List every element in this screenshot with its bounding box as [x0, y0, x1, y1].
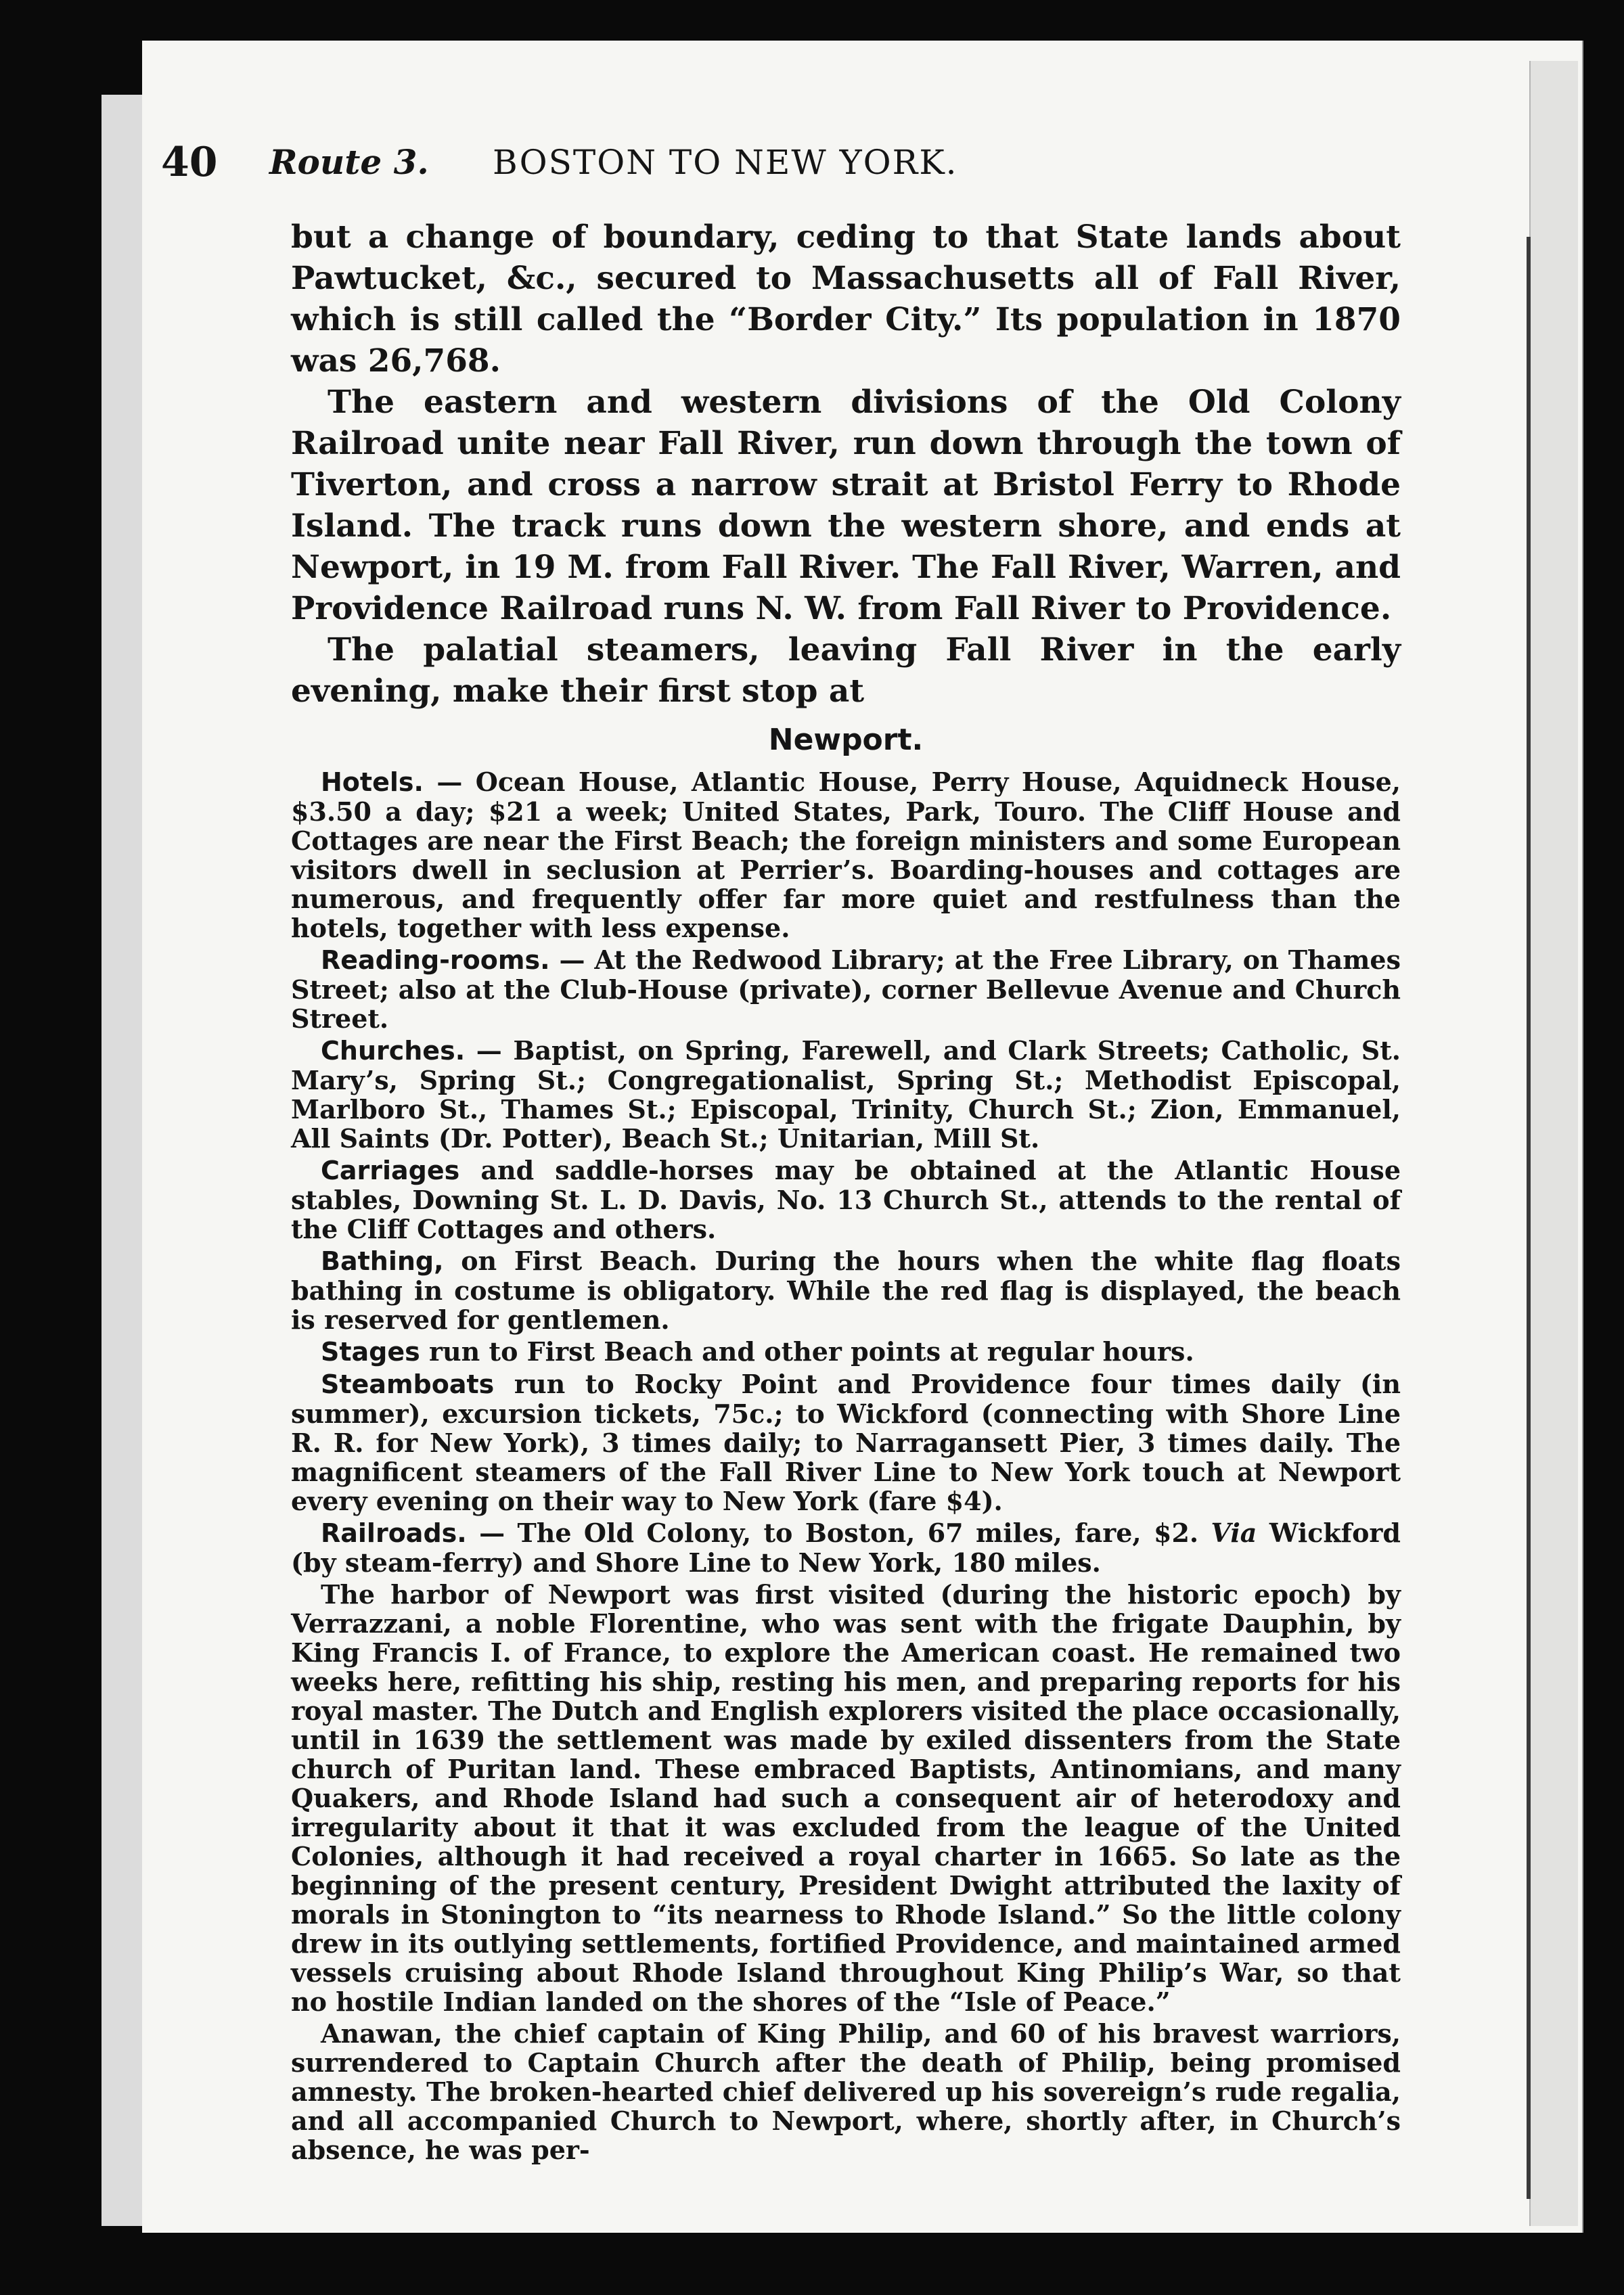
entry-hotels — [291, 767, 1401, 942]
page-body — [291, 217, 1401, 2167]
entry-label: Churches. — [321, 1036, 466, 1066]
entry-label: Bathing, — [321, 1246, 444, 1276]
page-number: 40 — [161, 139, 218, 186]
intro-paragraph-3: The palatial steamers, leaving Fall River in the early evening, make their first stop at — [291, 631, 1401, 710]
entry-text: — Baptist, on Spring, Farewell, and Clark Streets; Catholic, St. Mary’s, Spring St.; Congregationalist, Spring St.; Methodist Episcopal, Marlboro St., Thames St.; Episcopal, Trinity, Church St.; Zion, Emmanuel, All Saints (Dr. Potter), Beach St.; Unitarian, Mill St. — [291, 1035, 1401, 1154]
entry-text: on First Beach. During the hours when the white flag floats bathing in costume is obligatory. While the red flag is displayed, the beach is reserved for gentlemen. — [291, 1246, 1401, 1335]
history-paragraph-1: The harbor of Newport was first visited (during the historic epoch) by Verrazzani, a noble Florentine, who was sent with the frigate Dauphin, by King Francis I. of France, to explore the American coast. He remained two weeks here, refitting his ship, resting his men, and preparing reports for his royal master. The Dutch and English explorers visited the place occasionally, until in 1639 the settlement was made by exiled dissenters from the State church of Puritan land. These embraced Baptists, Antinomians, and many Quakers, and Rhode Island had such a consequent air of heterodoxy and irregularity about it that it was excluded from the league of the United Colonies, although it had received a royal charter in 1665. So late as the beginning of the present century, President Dwight attributed the laxity of morals in Stonington to “its nearness to Rhode Island.” So the little colony drew in its outlying settlements, fortified Providence, and maintained armed vessels cruising about Rhode Island throughout King Philip’s War, so that no hostile Indian landed on the shores of the “Isle of Peace.” — [291, 1579, 1401, 2017]
entry-steamboats — [291, 1369, 1401, 1516]
entry-label: Hotels. — [321, 767, 424, 797]
entry-text: — At the Redwood Library; at the Free Library, on Thames Street; also at the Club-House (private), corner Bellevue Avenue and Church Street. — [291, 945, 1401, 1034]
section-title: Newport. — [768, 723, 924, 757]
entry-label: Steamboats — [321, 1369, 495, 1399]
entry-text: and saddle-horses may be obtained at the Atlantic House stables, Downing St. L. D. Davis, No. 13 Church St., attends to the rental of the Cliff Cottages and others. — [291, 1155, 1401, 1244]
entry-carriages — [291, 1156, 1401, 1244]
entry-label: Stages — [321, 1337, 420, 1367]
entry-label: Carriages — [321, 1156, 460, 1185]
entry-via: Via — [1211, 1518, 1257, 1548]
entry-bathing — [291, 1246, 1401, 1334]
intro-paragraph-2: The eastern and western divisions of the Old Colony Railroad unite near Fall River, run down through the town of Tiverton, and cross a narrow strait at Bristol Ferry to Rhode Island. The track runs down the western shore, and ends at Newport, in 19 M. from Fall River. The Fall River, Warren, and Providence Railroad runs N. W. from Fall River to Providence. — [291, 384, 1401, 627]
newport-entries — [291, 767, 1401, 2164]
entry-label: Reading-rooms. — [321, 945, 550, 975]
page-spine-line — [1527, 237, 1531, 2199]
entry-railroads — [291, 1518, 1401, 1577]
entry-text: run to Rocky Point and Providence four times daily (in summer), excursion tickets, 75c.; to Wickford (connecting with Shore Line R. R. for New York), 3 times daily; to Narragansett Pier, 3 times daily. The magnificent steamers of the Fall River Line to New York touch at Newport every evening on their way to New York (fare $4). — [291, 1369, 1401, 1516]
intro-section — [291, 217, 1401, 712]
entry-text: Wickford (by steam-ferry) and Shore Line to New York, 180 miles. — [291, 1518, 1401, 1578]
history-paragraph-2: Anawan, the chief captain of King Philip, and 60 of his bravest warriors, surrendered to Captain Church after the death of Philip, being promised amnesty. The broken-hearted chief delivered up his sovereign’s rude regalia, and all accompanied Church to Newport, where, shortly after, in Church’s absence, he was per- — [291, 2018, 1401, 2165]
entry-stages — [291, 1337, 1401, 1367]
book-right-strip — [1529, 61, 1578, 2226]
header-title: BOSTON TO NEW YORK. — [493, 143, 958, 182]
entry-text: run to First Beach and other points at regular hours. — [429, 1336, 1194, 1367]
running-header — [161, 135, 1420, 189]
entry-label: Railroads. — [321, 1518, 467, 1548]
entry-reading-rooms — [291, 945, 1401, 1033]
route-label: Route 3. — [269, 142, 429, 182]
intro-paragraph-1: but a change of boundary, ceding to that State lands about Pawtucket, &c., secured to Massachusetts all of Fall River, which is still called the “Border City.” Its population in 1870 was 26,768. — [291, 219, 1401, 380]
entry-churches — [291, 1036, 1401, 1153]
entry-text: — The Old Colony, to Boston, 67 miles, fare, $2. — [479, 1518, 1199, 1548]
entry-text: — Ocean House, Atlantic House, Perry House, Aquidneck House, $3.50 a day; $21 a week; United States, Park, Touro. The Cliff House and Cottages are near the First Beach; the foreign ministers and some European visitors dwell in seclusion at Perrier’s. Boarding-houses and cottages are numerous, and frequently offer far more quiet and restfulness than the hotels, together with less expense. — [291, 767, 1401, 943]
